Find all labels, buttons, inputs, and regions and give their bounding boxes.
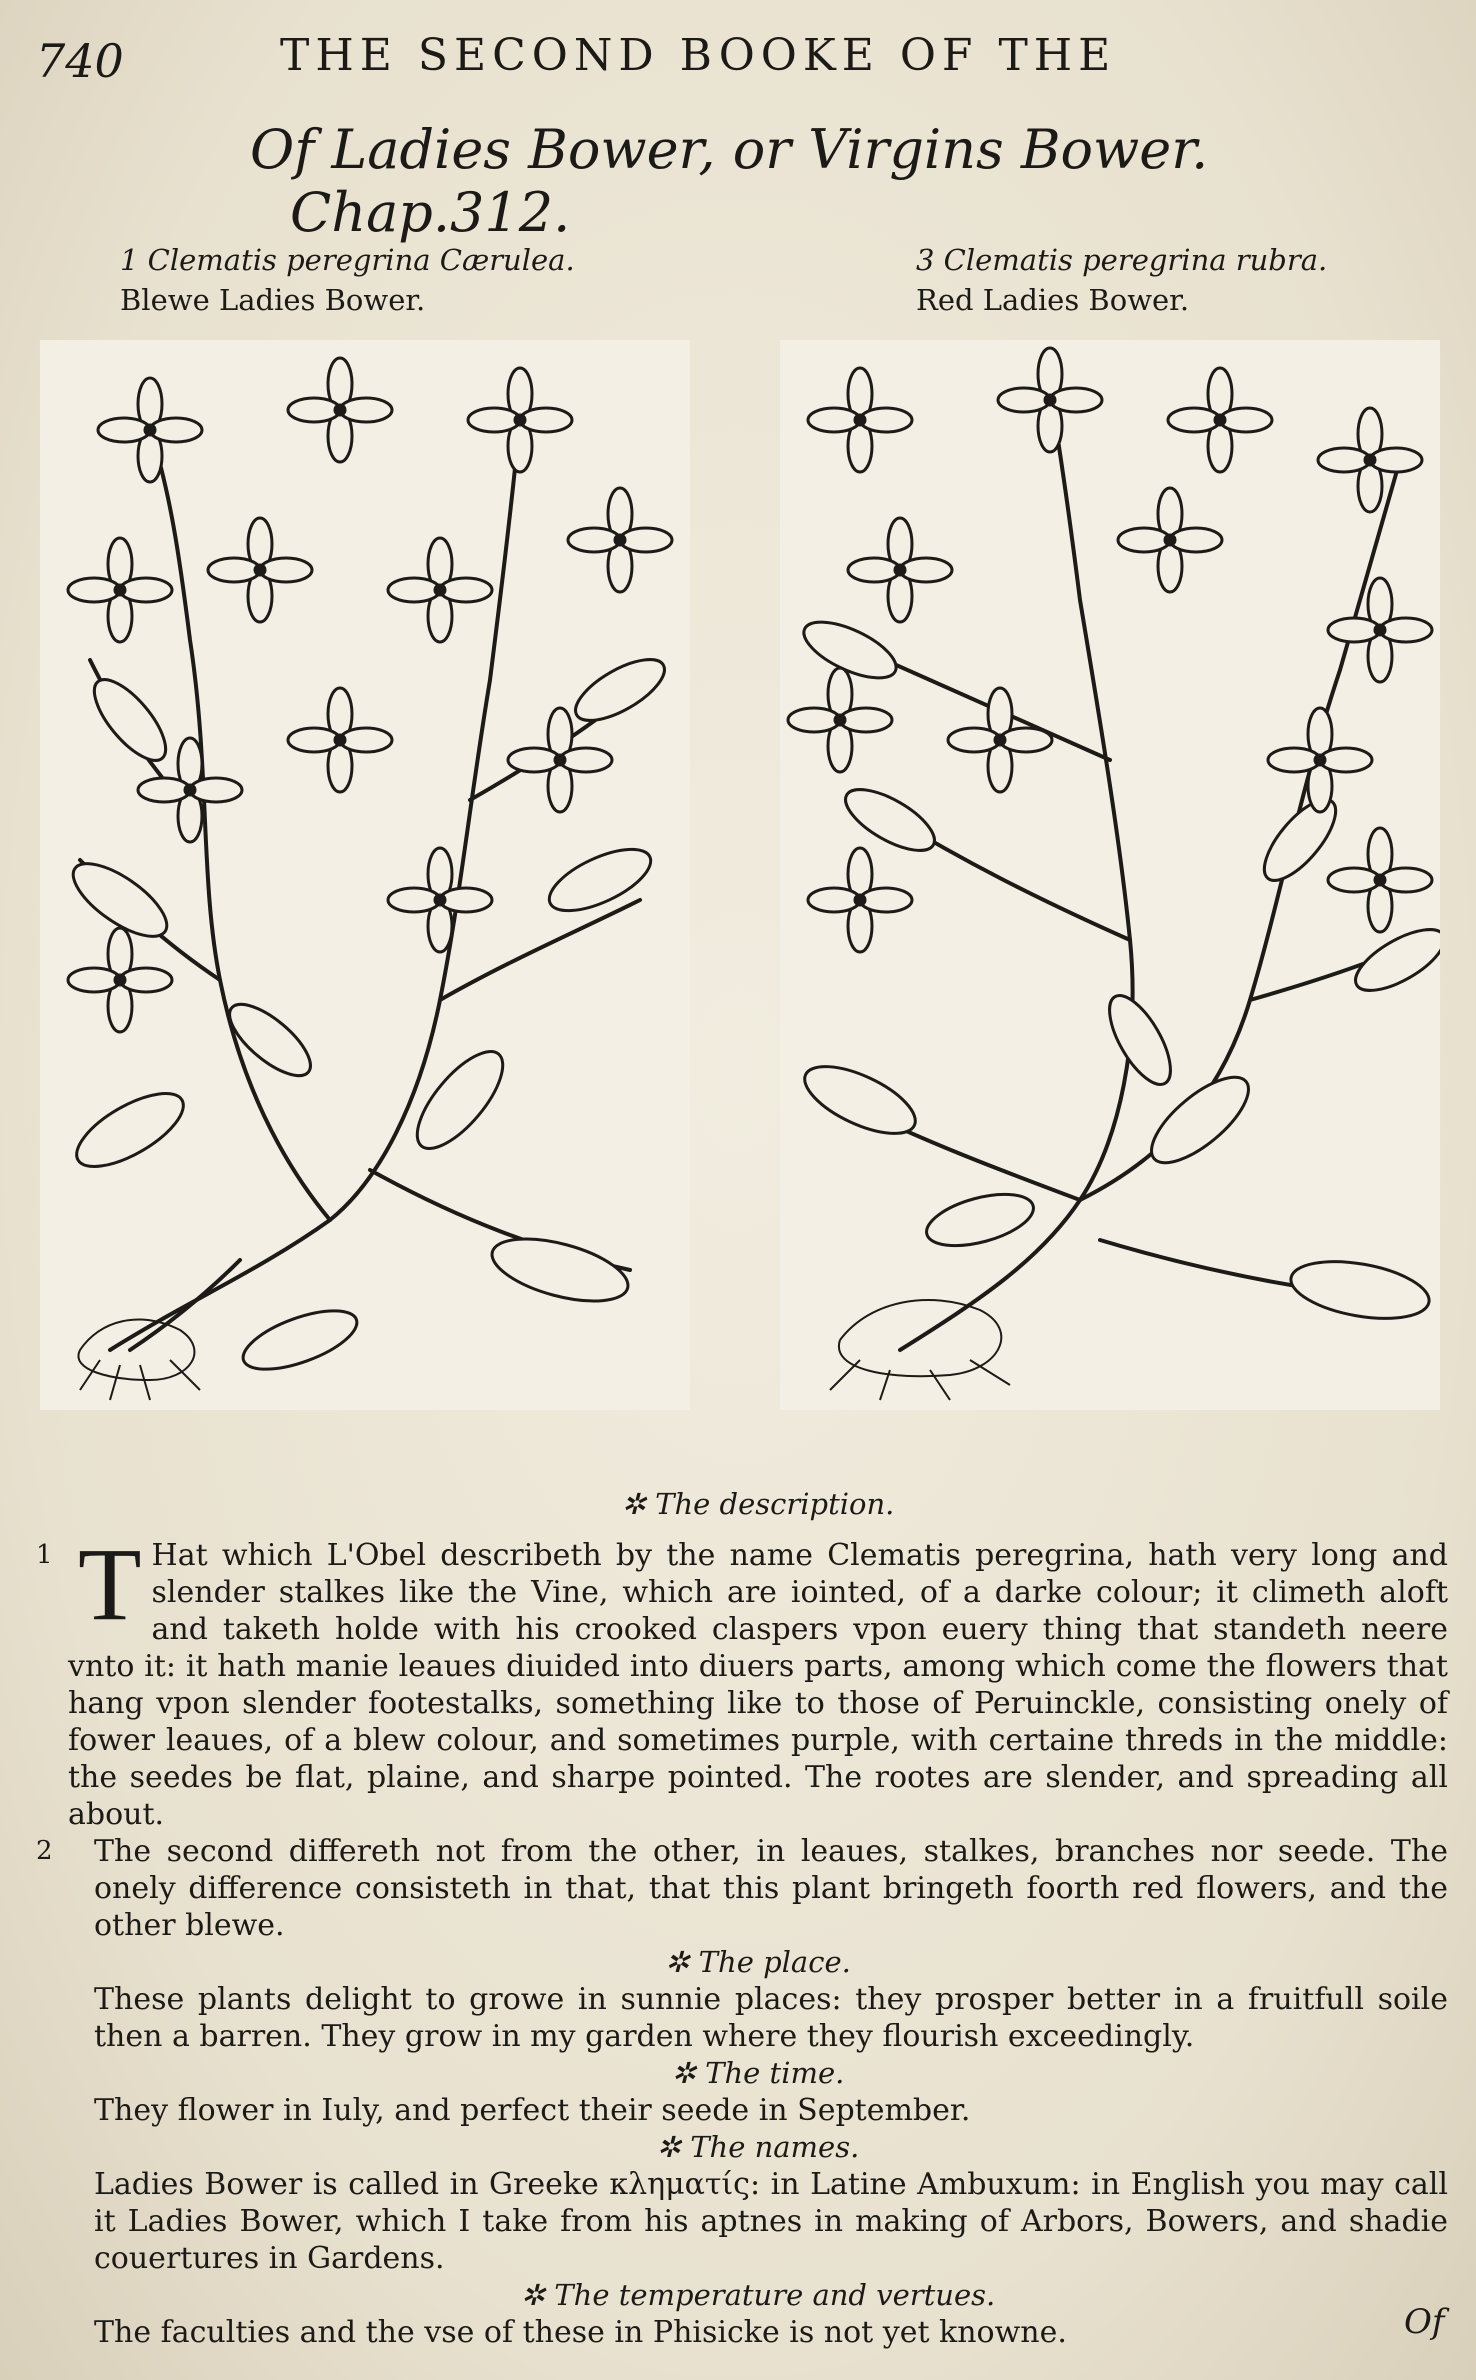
paragraph-number: 2: [36, 1836, 53, 1866]
section-heading-time: ✲ The time.: [671, 2056, 845, 2090]
paragraph-number: 1: [36, 1540, 53, 1570]
temperature-paragraph: The faculties and the vse of these in Phisicke is not yet knowne.: [94, 2315, 1067, 2350]
woodcut-illustration-blue-ladies-bower: [40, 340, 690, 1410]
body-text: [36, 1486, 1448, 2351]
chapter-number: Chap.312.: [290, 181, 571, 244]
figure-english-name: Blewe Ladies Bower.: [120, 283, 426, 317]
running-head: THE SECOND BOOKE OF THE: [280, 30, 1117, 81]
drop-cap: T: [78, 1527, 142, 1642]
figure-english-name: Red Ladies Bower.: [916, 283, 1190, 317]
figure-latin-name: 3 Clematis peregrina rubra.: [916, 243, 1328, 277]
page-header: [0, 20, 1476, 88]
section-heading-place: ✲ The place.: [665, 1945, 851, 1979]
plant-woodcut-right: [780, 340, 1440, 1410]
woodcut-illustration-red-ladies-bower: [780, 340, 1440, 1410]
description-paragraph-2: [36, 1833, 1448, 1944]
description-paragraph-1: [36, 1527, 1448, 1833]
figure-caption-left: [120, 240, 575, 320]
figure-latin-name: 1 Clematis peregrina Cærulea.: [120, 243, 575, 277]
paragraph-text: Hat which L'Obel describeth by the name Clematis peregrina, hath very long and slender stalkes like the Vine, which are iointed, of a darke colour; it climeth aloft and taketh holde with his crooked claspers vpon euery thing that standeth neere vnto it: it hath manie leaues diuided into diuers parts, among which come the flowers that hang vpon slender footestalks, something like to those of Peruinckle, consisting onely of fower leaues, of a blew colour, and sometimes purple, with certaine threds in the middle: the seedes be flat, plaine, and sharpe pointed. The rootes are slender, and spreading all about.: [68, 1538, 1448, 1832]
figure-caption-right: [916, 240, 1327, 320]
section-heading-description: ✲ The description.: [621, 1487, 895, 1521]
names-paragraph: Ladies Bower is called in Greeke κληματίς: in Latine Ambuxum: in English you may call it Ladies Bower, which I take from his aptnes in making of Arbors, Bowers, and shadie couertures in Gardens.: [94, 2167, 1448, 2276]
chapter-title: [250, 118, 1476, 244]
chapter-title-text: Of Ladies Bower, or Virgins Bower.: [250, 118, 1209, 181]
time-paragraph: They flower in Iuly, and perfect their seede in September.: [94, 2093, 971, 2128]
place-paragraph: These plants delight to growe in sunnie places: they prosper better in a fruitfull soile then a barren. They grow in my garden where they flourish exceedingly.: [94, 1982, 1448, 2054]
section-heading-names: ✲ The names.: [656, 2130, 860, 2164]
section-heading-temperature: ✲ The temperature and vertues.: [520, 2278, 996, 2312]
paragraph-text: The second differeth not from the other, in leaues, stalkes, branches nor seede. The onely difference consisteth in that, that this plant bringeth foorth red flowers, and the other blewe.: [94, 1834, 1448, 1943]
page-number: 740: [36, 34, 124, 88]
catchword: Of: [1404, 2302, 1445, 2342]
plant-woodcut-left: [40, 340, 690, 1410]
